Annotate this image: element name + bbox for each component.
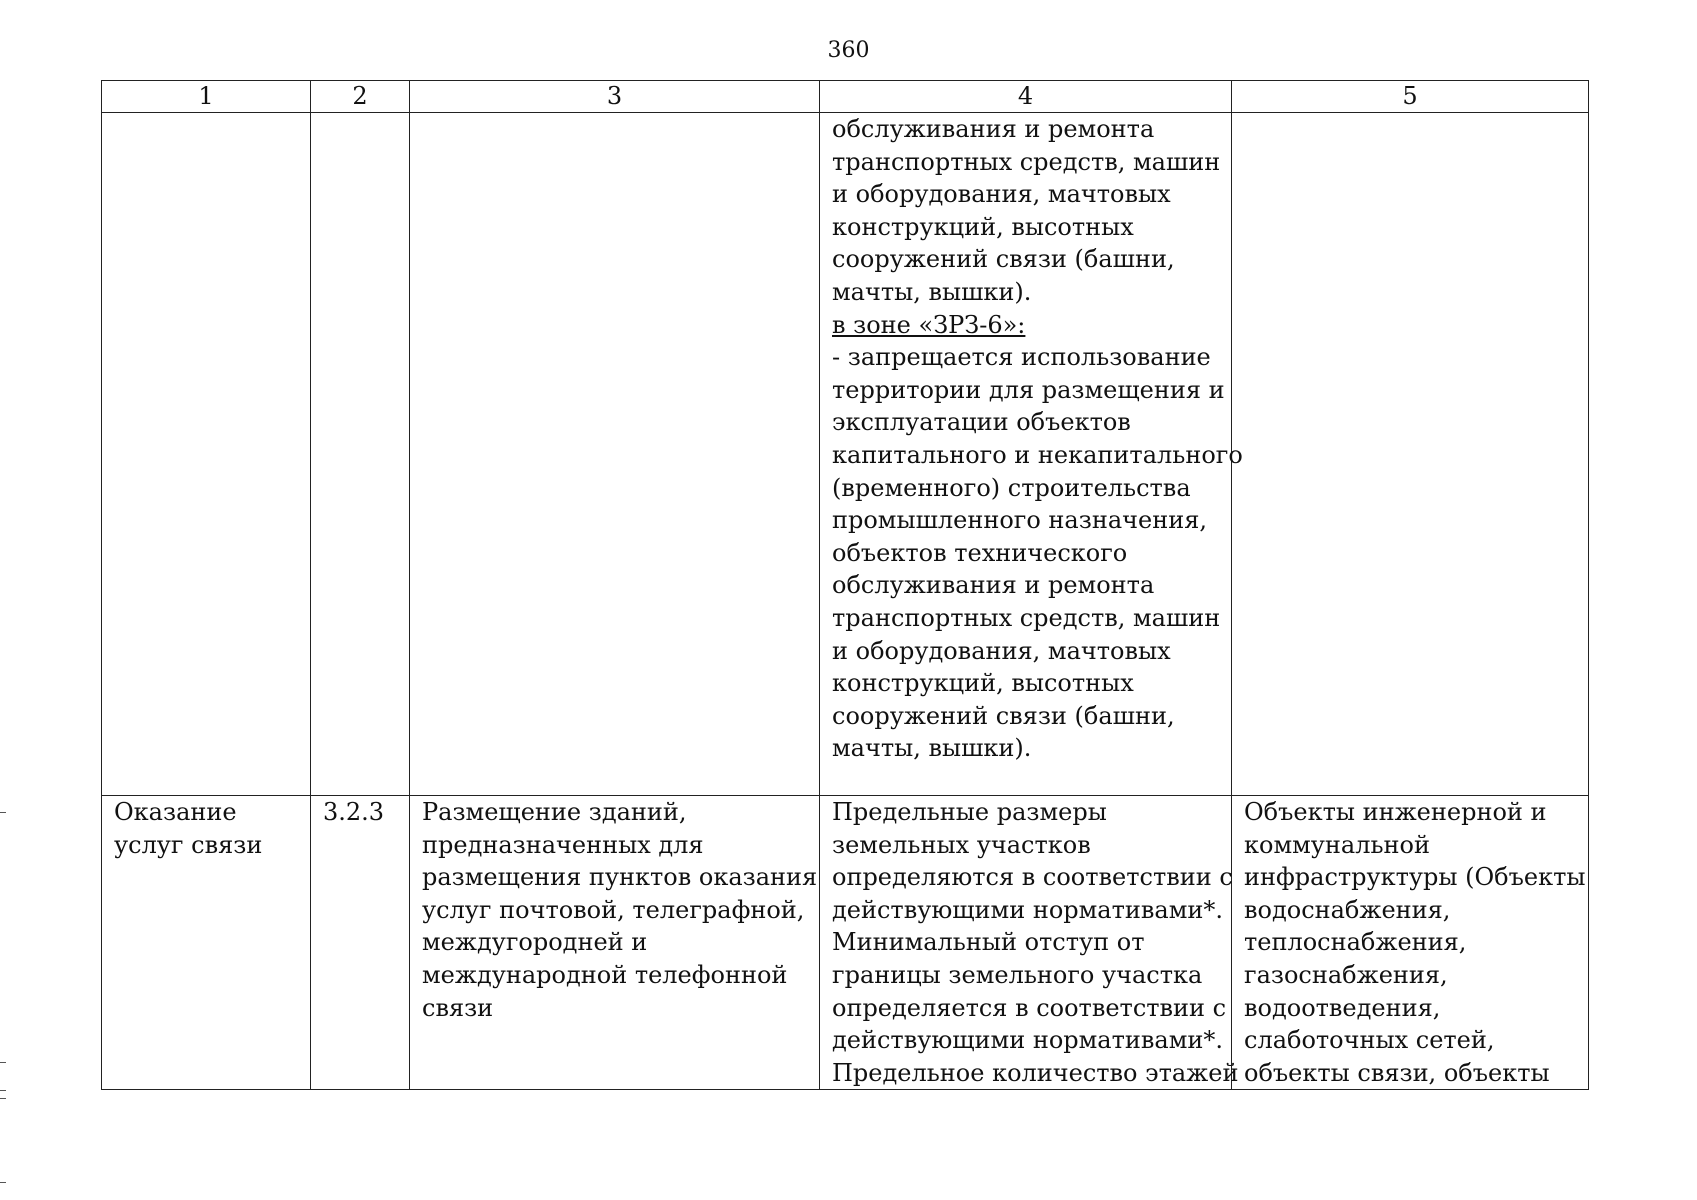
cell-activity-name <box>102 796 311 1090</box>
text-line: водоснабжения, <box>1244 895 1451 924</box>
cell-activity-empty <box>102 113 311 796</box>
text-line: эксплуатации объектов <box>832 408 1131 437</box>
text-line: 3.2.3 <box>323 798 385 826</box>
text-line: транспортных средств, машин <box>832 147 1221 176</box>
text-line: услуг связи <box>114 830 263 859</box>
cell-description-empty <box>410 113 820 796</box>
text-line: связи <box>422 993 494 1022</box>
text-line: услуг почтовой, телеграфной, <box>422 895 805 924</box>
text-line: коммунальной <box>1244 830 1430 859</box>
text-line: Предельные размеры <box>832 798 1107 826</box>
text-line: мачты, вышки). <box>832 734 1032 763</box>
zone-heading: в зоне «ЗРЗ-6»: <box>832 310 1026 339</box>
text-line: и оборудования, мачтовых <box>832 180 1171 209</box>
regulations-table <box>101 80 1589 1090</box>
text-line: границы земельного участка <box>832 960 1203 989</box>
text-line: мачты, вышки). <box>832 277 1032 306</box>
cell-activity-code <box>311 796 410 1090</box>
table-row-communication-services <box>102 796 1589 1090</box>
cell-activity-description <box>410 796 820 1090</box>
text-line: Объекты инженерной и <box>1244 798 1547 826</box>
cell-auxiliary-empty <box>1232 113 1589 796</box>
column-header-3: 3 <box>410 81 820 113</box>
column-header-4: 4 <box>820 81 1232 113</box>
text-line: определяются в соответствии с <box>832 863 1233 892</box>
text-line: определяется в соответствии с <box>832 993 1227 1022</box>
text-line: территории для размещения и <box>832 375 1225 404</box>
text-line: газоснабжения, <box>1244 960 1448 989</box>
cell-code-empty <box>311 113 410 796</box>
column-header-1: 1 <box>102 81 311 113</box>
text-line: Размещение зданий, <box>422 798 687 826</box>
scan-edge-mark <box>0 1182 6 1183</box>
text-line: Предельное количество этажей <box>832 1058 1239 1087</box>
page-number: 360 <box>827 38 870 63</box>
text-line: и оборудования, мачтовых <box>832 636 1171 665</box>
column-header-2: 2 <box>311 81 410 113</box>
text-line: (временного) строительства <box>832 473 1191 502</box>
text-line: обслуживания и ремонта <box>832 571 1155 600</box>
text-line: размещения пунктов оказания <box>422 863 818 892</box>
text-line: предназначенных для <box>422 830 704 859</box>
text-line: международной телефонной <box>422 960 788 989</box>
text-line: промышленного назначения, <box>832 506 1207 535</box>
text-line: междугородней и <box>422 928 648 957</box>
text-line: сооружений связи (башни, <box>832 245 1175 274</box>
scan-edge-mark <box>0 812 6 813</box>
text-line: сооружений связи (башни, <box>832 701 1175 730</box>
text-line: слаботочных сетей, <box>1244 1026 1495 1055</box>
header-row <box>102 81 1589 113</box>
text-line: инфраструктуры (Объекты <box>1244 863 1586 892</box>
cell-auxiliary-uses <box>1232 796 1589 1090</box>
text-line: действующими нормативами*. <box>832 1026 1223 1055</box>
cell-parameters-continued <box>820 113 1243 796</box>
column-header-5: 5 <box>1232 81 1589 113</box>
text-line: Оказание <box>114 798 237 826</box>
scan-edge-mark <box>0 1062 6 1063</box>
cell-limit-parameters <box>820 796 1239 1090</box>
text-line: конструкций, высотных <box>832 212 1134 241</box>
scan-edge-mark <box>0 1098 6 1099</box>
text-line: теплоснабжения, <box>1244 928 1467 957</box>
text-line: обслуживания и ремонта <box>832 115 1155 143</box>
text-line: капитального и некапитального <box>832 440 1243 469</box>
table-row-continuation <box>102 113 1589 796</box>
scan-edge-mark <box>0 1090 6 1091</box>
text-line: - запрещается использование <box>832 343 1211 372</box>
text-line: объекты связи, объекты <box>1244 1058 1550 1087</box>
text-line: водоотведения, <box>1244 993 1441 1022</box>
text-line: Минимальный отступ от <box>832 928 1145 957</box>
text-line: объектов технического <box>832 538 1128 567</box>
text-line: действующими нормативами*. <box>832 895 1223 924</box>
text-line: конструкций, высотных <box>832 669 1134 698</box>
text-line: земельных участков <box>832 830 1091 859</box>
text-line: транспортных средств, машин <box>832 603 1221 632</box>
